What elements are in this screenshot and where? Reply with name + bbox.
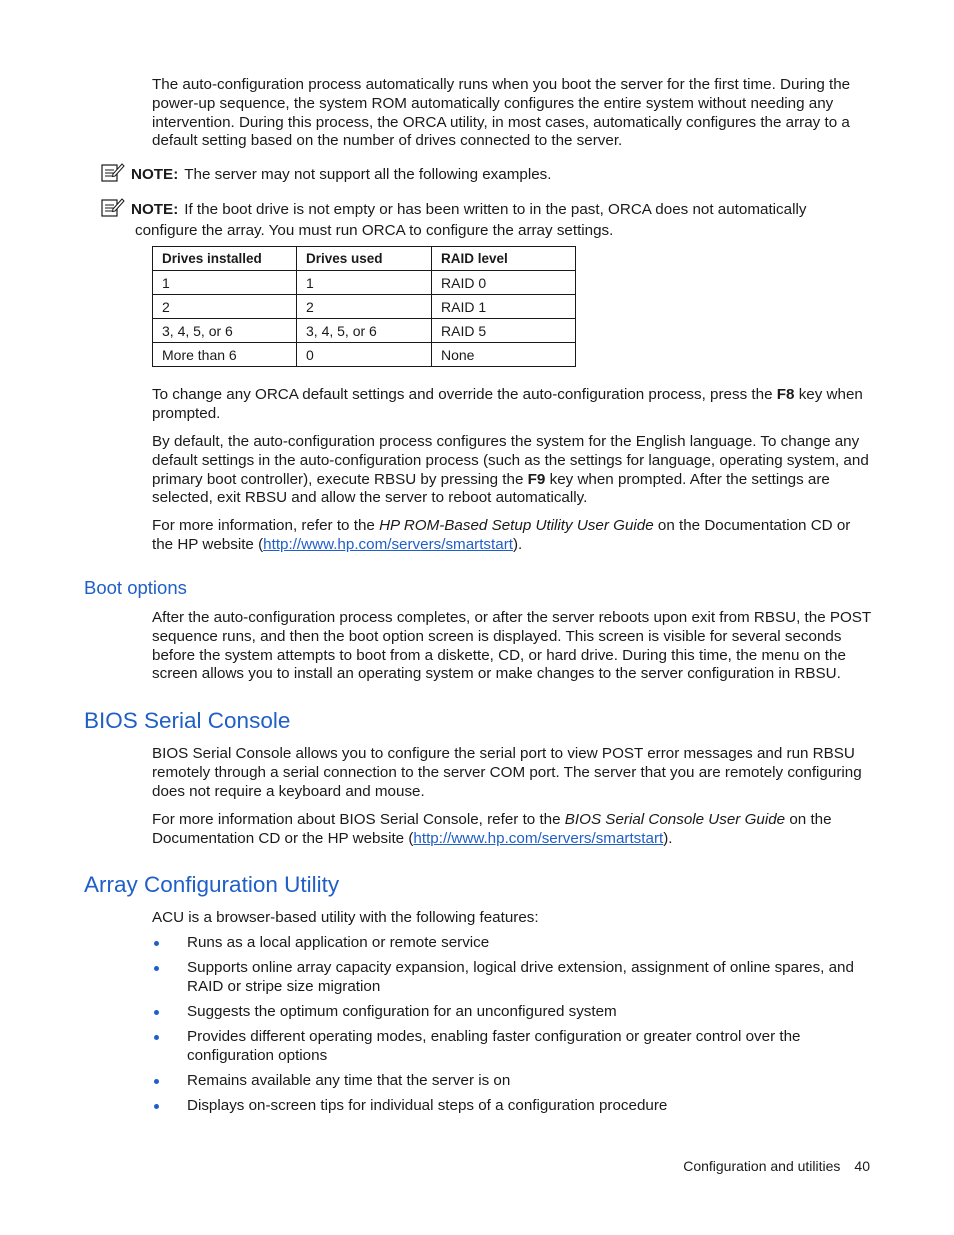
note-pencil-icon — [101, 197, 125, 217]
table-cell: RAID 1 — [432, 295, 576, 319]
table-header-cell: Drives installed — [153, 247, 297, 271]
table-cell: 2 — [153, 295, 297, 319]
table-cell: None — [432, 343, 576, 367]
list-item: Runs as a local application or remote service — [152, 934, 872, 953]
note-label: NOTE: — [131, 166, 179, 183]
note-2 — [101, 197, 861, 241]
table-row — [153, 295, 576, 319]
text-run: For more information about BIOS Serial Console, refer to the — [152, 811, 565, 828]
text-run: on the Documentation CD or the HP website ( — [152, 811, 832, 847]
list-item: Supports online array capacity expansion, logical drive extension, assignment of online spares, and RAID or stripe size migration — [152, 959, 872, 997]
intro-paragraph: The auto-configuration process automatically runs when you boot the server for the first time. During the power-up sequence, the system ROM automatically configures the entire system without needing any intervention. During this process, the ORCA utility, in most cases, automatically configures the array to a default setting based on the number of drives connected to the server. — [152, 76, 851, 150]
text-run: By default, the auto-configuration process configures the system for the English language. To change any default settings in the auto-configuration process (such as the settings for language, operating system, and primary boot controller), execute RBSU by pressing the — [152, 433, 869, 488]
guide-title: BIOS Serial Console User Guide — [564, 811, 786, 828]
table-cell: 3, 4, 5, or 6 — [297, 319, 432, 343]
guide-title: HP ROM-Based Setup Utility User Guide — [379, 517, 654, 534]
footer-section-title: Configuration and utilities — [683, 1158, 841, 1174]
table-cell: 1 — [297, 271, 432, 295]
table-cell: RAID 0 — [432, 271, 576, 295]
table-cell: More than 6 — [153, 343, 297, 367]
bios-serial-console-heading: BIOS Serial Console — [84, 708, 291, 733]
smartstart-link[interactable]: http://www.hp.com/servers/smartstart — [413, 829, 664, 847]
bullet-icon — [154, 966, 159, 971]
bios-paragraph-2 — [152, 811, 872, 849]
text-run: ). — [512, 535, 523, 553]
note-text: If the boot drive is not empty or has been written to in the past, ORCA does not automatically — [184, 201, 807, 218]
table-row — [153, 319, 576, 343]
table-header-cell: RAID level — [432, 247, 576, 271]
note-1 — [101, 162, 861, 186]
page-number: 40 — [854, 1158, 870, 1174]
table-header-cell: Drives used — [297, 247, 432, 271]
bullet-icon — [154, 1079, 159, 1084]
bios-paragraph-1: BIOS Serial Console allows you to configure the serial port to view POST error messages and run RBSU remotely through a serial connection to the server COM port. The server that you are remotely configuring does not require a keyboard and mouse. — [152, 745, 862, 800]
note-pencil-icon — [101, 162, 125, 182]
key-f9: F9 — [527, 470, 546, 488]
smartstart-link[interactable]: http://www.hp.com/servers/smartstart — [263, 535, 513, 553]
table-cell: 2 — [297, 295, 432, 319]
acu-feature-list — [152, 934, 872, 1122]
table-cell: 1 — [153, 271, 297, 295]
text-run: key when prompted. — [152, 386, 863, 422]
boot-options-paragraph: After the auto-configuration process completes, or after the server reboots upon exit from RBSU, the POST sequence runs, and then the boot option screen is displayed. This screen is visible for several seconds before the system attempts to boot from a diskette, CD, or hard drive. During this time, the menu on the screen allows you to install an operating system or make changes to the server configuration in RBSU. — [152, 609, 871, 683]
bullet-icon — [154, 1010, 159, 1015]
bullet-icon — [154, 941, 159, 946]
bullet-icon — [154, 1104, 159, 1109]
note-text-continued: configure the array. You must run ORCA to configure the array settings. — [135, 221, 614, 239]
table-cell: 0 — [297, 343, 432, 367]
acu-intro: ACU is a browser-based utility with the following features: — [152, 909, 539, 926]
text-run: For more information, refer to the — [152, 517, 380, 534]
note-text: The server may not support all the following examples. — [184, 166, 552, 183]
page-footer — [652, 1158, 870, 1174]
list-item: Displays on-screen tips for individual steps of a configuration procedure — [152, 1097, 872, 1116]
boot-options-heading: Boot options — [84, 577, 187, 598]
text-run: To change any ORCA default settings and override the auto-configuration process, press the — [152, 386, 777, 403]
f8-paragraph — [152, 386, 872, 424]
table-cell: 3, 4, 5, or 6 — [153, 319, 297, 343]
table-header-row — [153, 247, 576, 271]
note-label: NOTE: — [131, 201, 179, 218]
bullet-icon — [154, 1035, 159, 1040]
f9-paragraph — [152, 433, 872, 508]
list-item: Provides different operating modes, enabling faster configuration or greater control over the configuration options — [152, 1028, 872, 1066]
list-item: Suggests the optimum configuration for an unconfigured system — [152, 1003, 872, 1022]
table-row — [153, 271, 576, 295]
key-f8: F8 — [776, 386, 795, 403]
raid-table — [152, 246, 576, 367]
table-cell: RAID 5 — [432, 319, 576, 343]
list-item: Remains available any time that the server is on — [152, 1072, 872, 1091]
text-run: on the Documentation CD or the HP website ( — [152, 517, 851, 553]
array-configuration-utility-heading: Array Configuration Utility — [84, 872, 340, 897]
text-run: key when prompted. After the settings are selected, exit RBSU and allow the server to reboot automatically. — [152, 470, 830, 507]
more-info-paragraph — [152, 517, 872, 555]
text-run: ). — [663, 829, 673, 847]
table-row — [153, 343, 576, 367]
